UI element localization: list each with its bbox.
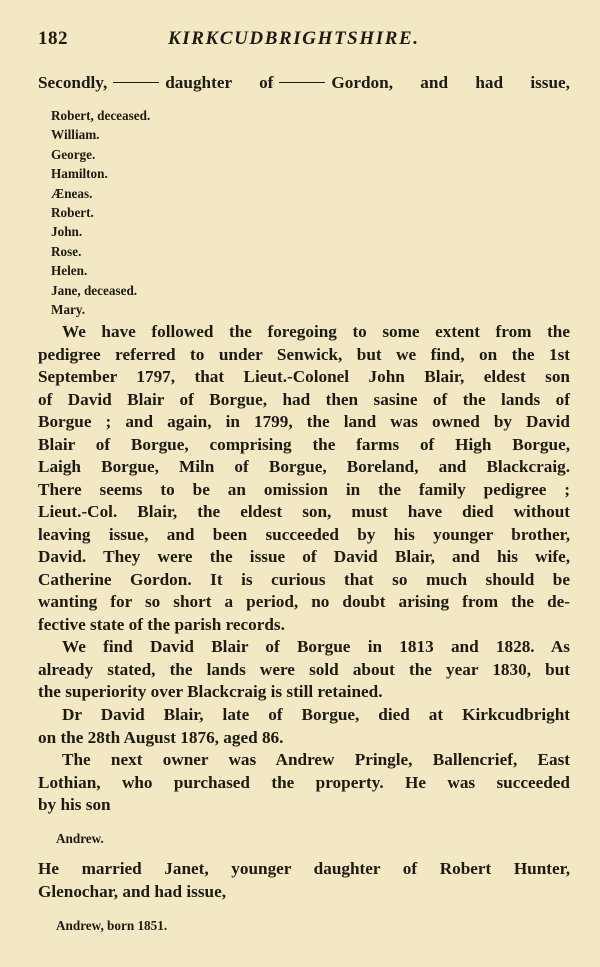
body-line: the superiority over Blackcraig is still retained. <box>38 682 383 701</box>
list-item: Robert, deceased. <box>51 108 151 123</box>
body-line: fective state of the parish records. <box>38 614 285 634</box>
body-line: September 1797, that Lieut.-Colonel John Blair, eldest son <box>38 367 570 386</box>
body-line: on the 28th August 1876, aged 86. <box>38 727 284 747</box>
body-line: We find David Blair of Borgue in 1813 and 1828. As <box>62 637 570 656</box>
list-item: William. <box>51 127 100 143</box>
body-line: There seems to be an omission in the family pedigree ; <box>38 479 570 499</box>
list-item: Jane, deceased. <box>51 282 138 298</box>
body-line: of David Blair of Borgue, had then sasine of the lands of <box>38 389 570 409</box>
body-line: He married Janet, younger daughter of Robert Hunter, <box>38 859 570 878</box>
body-line: Dr David Blair, late of Borgue, died at Kirkcudbright <box>62 705 570 724</box>
body-line: leaving issue, and been succeeded by his younger brother, <box>38 524 570 544</box>
body-line: Catherine Gordon. It is curious that so much should be <box>38 569 570 589</box>
name-blank-dash <box>113 82 159 83</box>
body-line: Blair of Borgue, comprising the farms of High Borgue, <box>38 434 570 454</box>
list-item: Æneas. <box>51 185 93 201</box>
body-line: pedigree referred to under Senwick, but we find, on the 1st <box>38 344 570 364</box>
body-line: We have followed the foregoing to some extent from the <box>62 322 570 341</box>
list-item: George. <box>51 146 96 162</box>
body-line: Glenochar, and had issue, <box>38 881 227 901</box>
list-item: Mary. <box>51 301 86 317</box>
list-item: Robert. <box>51 204 94 220</box>
body-line: by his son <box>38 795 111 814</box>
body-line: Laigh Borgue, Miln of Borgue, Boreland, and Blackcraig. <box>38 457 570 476</box>
intro-part-2: daughter of <box>165 73 274 92</box>
body-line: David. They were the issue of David Blair, and his wife, <box>38 547 570 566</box>
children-list <box>51 106 150 319</box>
body-line: Lieut.-Col. Blair, the eldest son, must have died without <box>38 502 570 521</box>
intro-part-3: Gordon, and had issue, <box>331 73 570 92</box>
son-entry: Andrew. <box>56 831 104 846</box>
body-line: wanting for so short a period, no doubt arising from the de- <box>38 592 570 611</box>
list-item: Hamilton. <box>51 166 108 182</box>
intro-part-1: Secondly, <box>38 73 108 92</box>
body-line: Lothian, who purchased the property. He was succeeded <box>38 772 570 792</box>
list-item: Rose. <box>51 243 82 259</box>
list-item: Helen. <box>51 263 88 279</box>
page-header <box>38 28 564 54</box>
running-title: KIRKCUDBRIGHTSHIRE. <box>168 28 420 49</box>
page-number: 182 <box>38 28 68 49</box>
body-line: Borgue ; and again, in 1799, the land was owned by David <box>38 412 570 431</box>
grandson-entry: Andrew, born 1851. <box>56 918 168 933</box>
body-line: The next owner was Andrew Pringle, Ballencrief, East <box>62 750 570 769</box>
body-line: already stated, the lands were sold about the year 1830, but <box>38 659 570 679</box>
intro-line <box>38 72 570 94</box>
surname-blank-dash <box>279 82 325 83</box>
list-item: John. <box>51 224 83 240</box>
